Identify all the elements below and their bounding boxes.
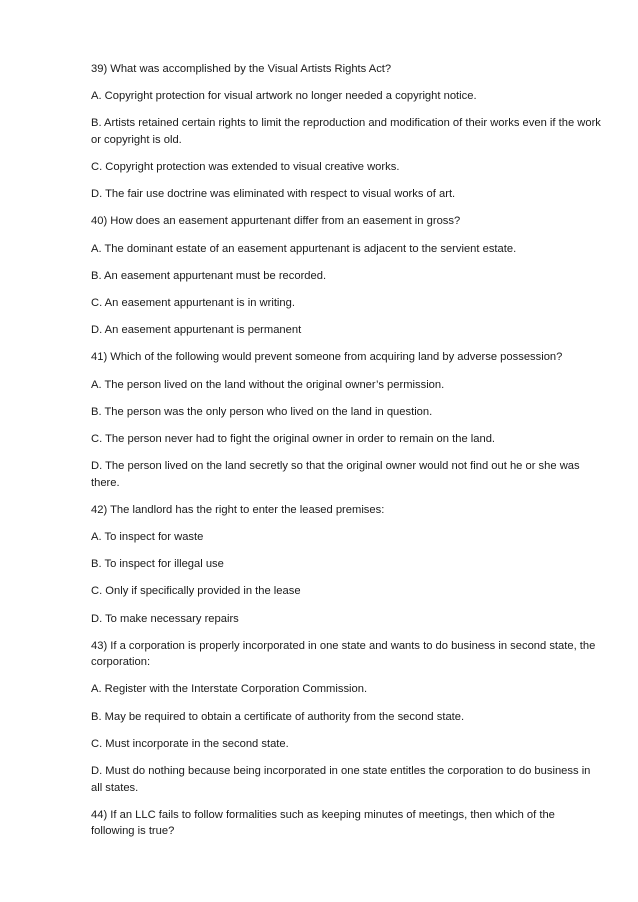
answer-41-b: B. The person was the only person who lived on the land in question. <box>91 405 433 418</box>
answer-42-d: D. To make necessary repairs <box>91 612 239 625</box>
answer-40-d: D. An easement appurtenant is permanent <box>91 324 302 337</box>
answer-40-c: C. An easement appurtenant is in writing. <box>91 297 295 309</box>
question-44: 44) If an LLC fails to follow formalities such as keeping minutes of meetings, then which of the following is true? <box>91 808 555 838</box>
question-41: 41) Which of the following would prevent someone from acquiring land by adverse possession? <box>91 351 563 364</box>
answer-42-a: A. To inspect for waste <box>91 531 204 543</box>
answer-43-a: A. Register with the Interstate Corporation Commission. <box>91 683 368 696</box>
question-39: 39) What was accomplished by the Visual Artists Rights Act? <box>91 63 392 75</box>
answer-42-b: B. To inspect for illegal use <box>91 558 224 571</box>
answer-41-d: D. The person lived on the land secretly so that the original owner would not find out he or she was there. <box>91 460 580 489</box>
answer-43-c: C. Must incorporate in the second state. <box>91 737 289 750</box>
answer-42-c: C. Only if specifically provided in the lease <box>91 585 301 598</box>
answer-41-a: A. The person lived on the land without the original owner’s permission. <box>91 378 445 391</box>
question-40: 40) How does an easement appurtenant differ from an easement in gross? <box>91 215 461 228</box>
answer-39-c: C. Copyright protection was extended to visual creative works. <box>91 161 400 174</box>
document-body <box>91 61 601 850</box>
answer-43-b: B. May be required to obtain a certificate of authority from the second state. <box>91 710 465 723</box>
question-43: 43) If a corporation is properly incorporated in one state and wants to do business in second state, the corporation: <box>91 639 596 669</box>
answer-39-a: A. Copyright protection for visual artwork no longer needed a copyright notice. <box>91 90 477 103</box>
answer-43-d: D. Must do nothing because being incorporated in one state entitles the corporation to do business in all states. <box>91 765 591 794</box>
answer-40-a: A. The dominant estate of an easement appurtenant is adjacent to the servient estate. <box>91 242 517 255</box>
answer-40-b: B. An easement appurtenant must be recorded. <box>91 269 327 282</box>
answer-41-c: C. The person never had to fight the original owner in order to remain on the land. <box>91 432 496 445</box>
question-42: 42) The landlord has the right to enter the leased premises: <box>91 503 385 516</box>
answer-39-d: D. The fair use doctrine was eliminated with respect to visual works of art. <box>91 188 456 201</box>
answer-39-b: B. Artists retained certain rights to limit the reproduction and modification of their works even if the work or copyright is old. <box>91 117 601 146</box>
